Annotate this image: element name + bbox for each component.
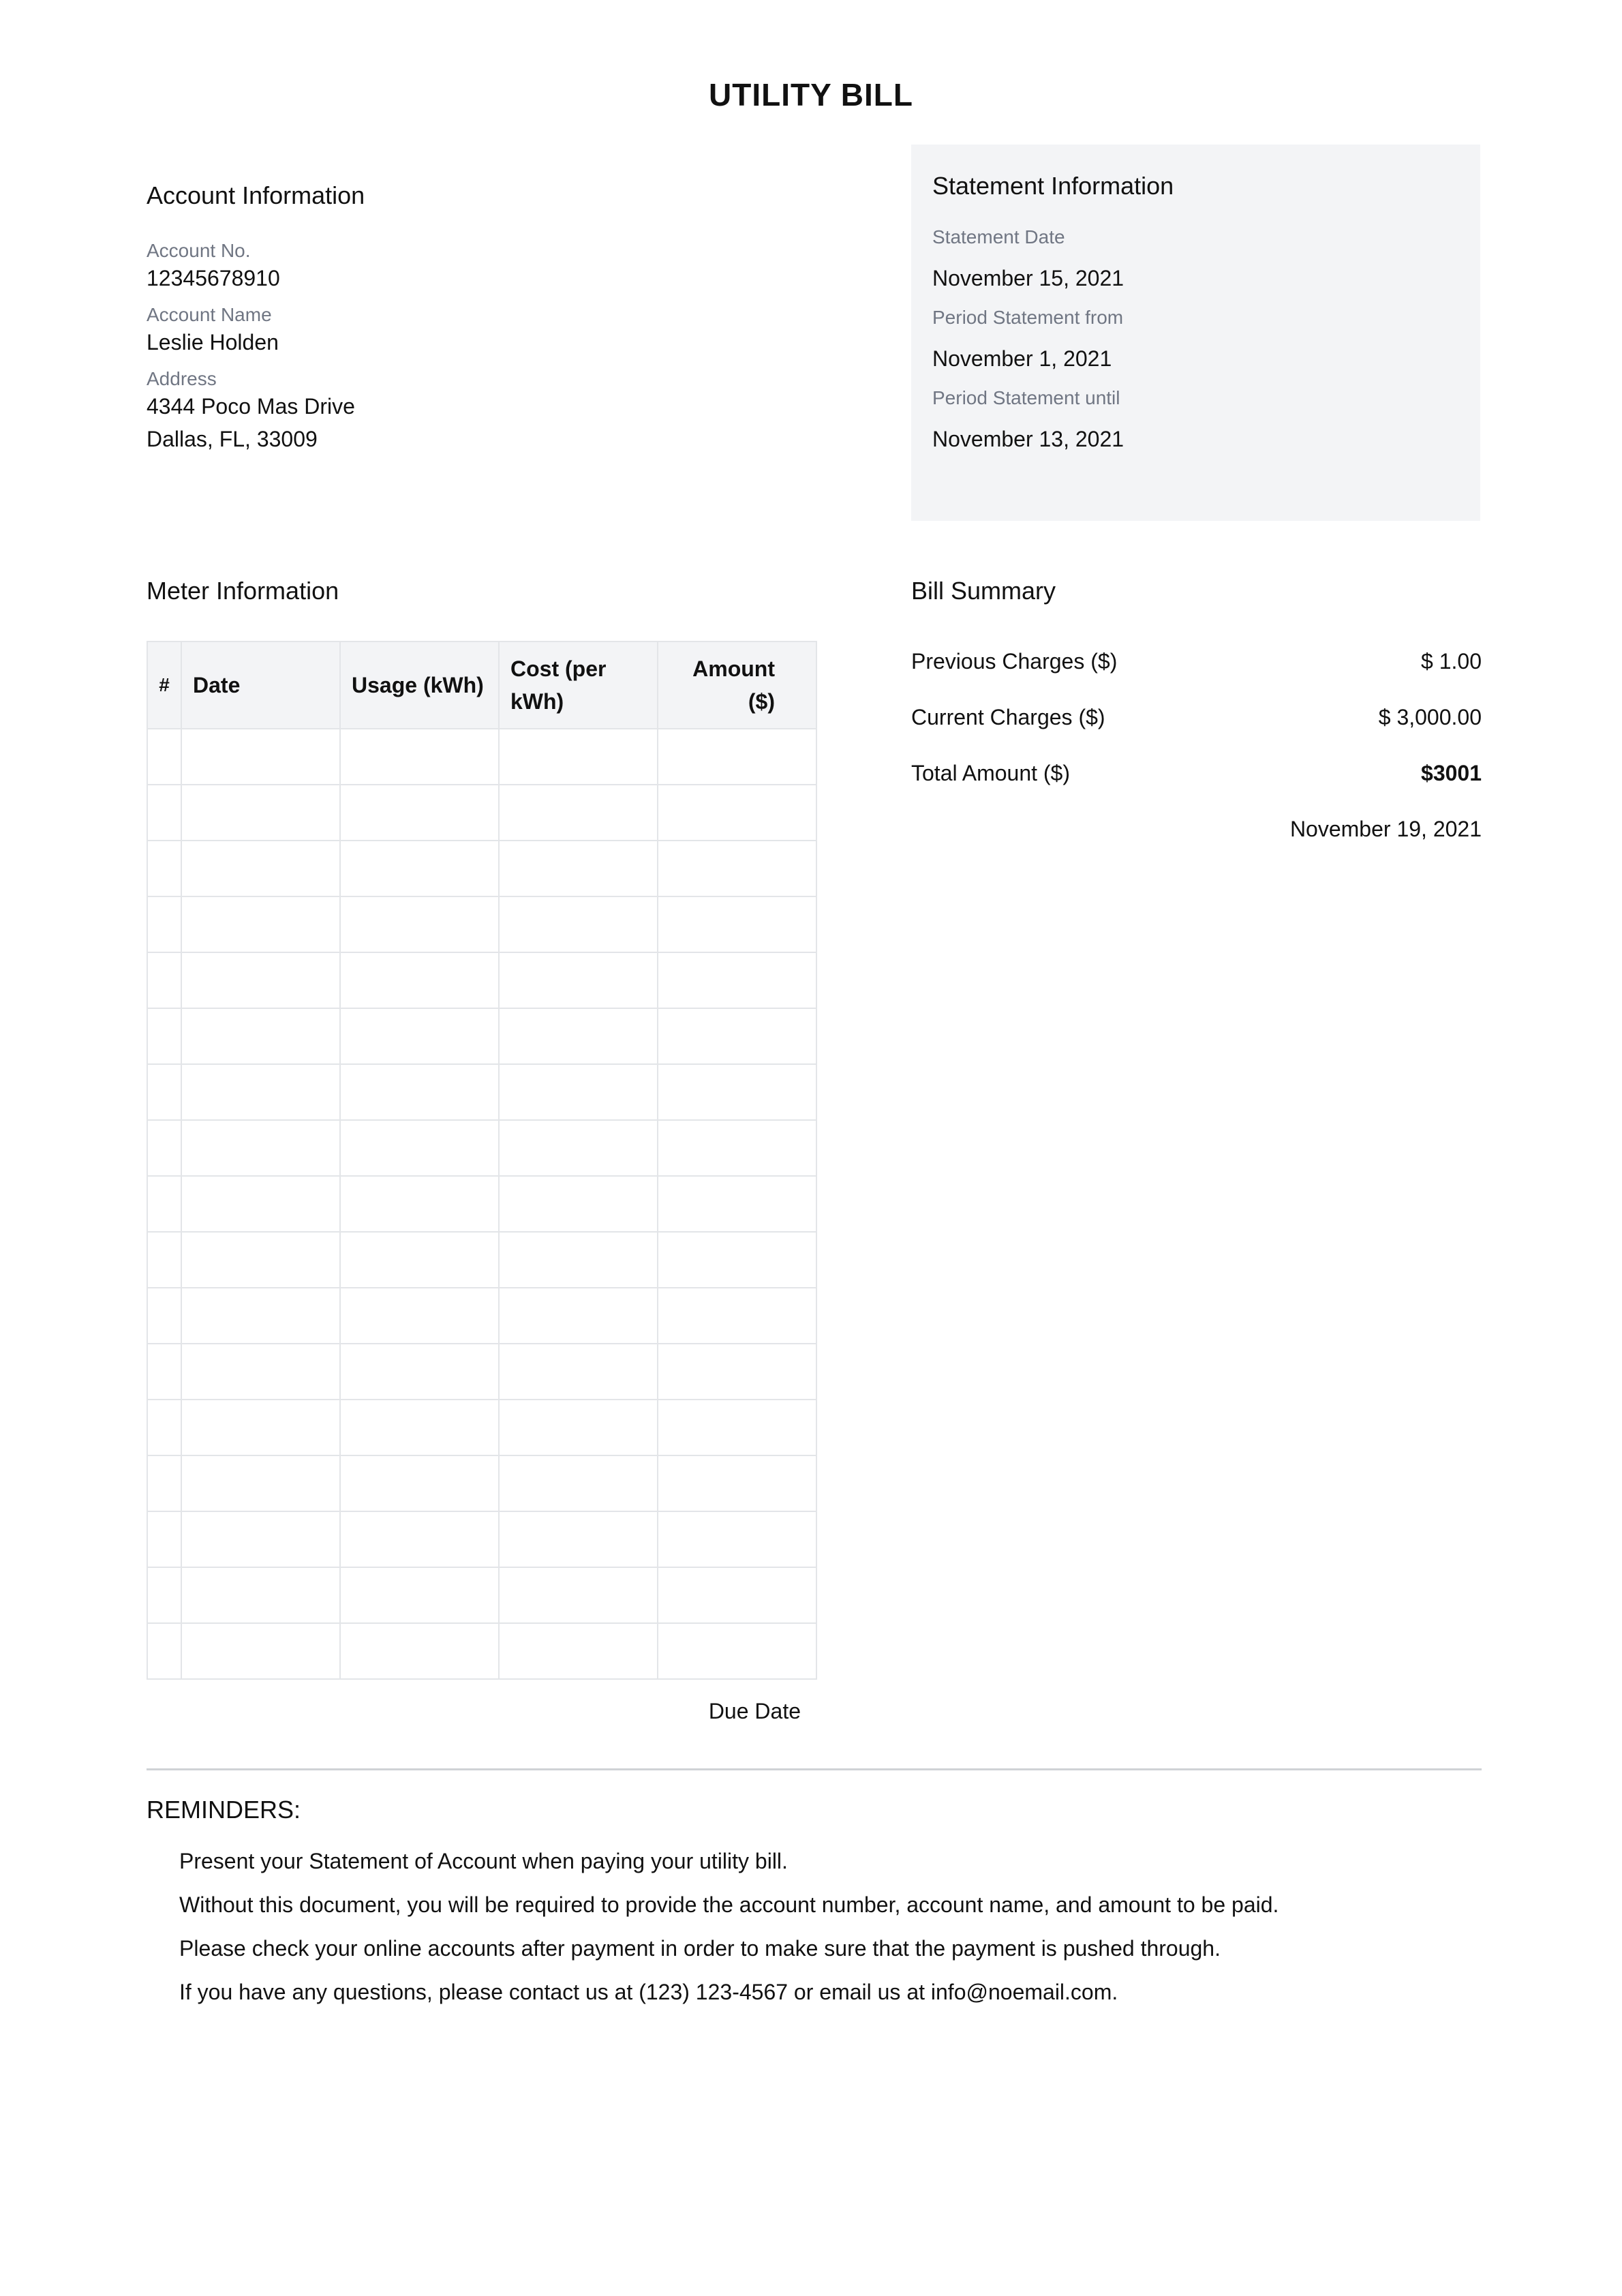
table-cell [658,1288,816,1344]
meter-heading: Meter Information [147,577,339,605]
table-cell [340,1232,499,1288]
table-cell [147,729,181,785]
table-cell [181,1232,340,1288]
table-cell [181,785,340,841]
table-cell [499,1064,658,1120]
table-cell [499,729,658,785]
reminders-section [147,1796,1482,2022]
table-cell [181,1400,340,1455]
column-header-cost: Cost (per kWh) [499,641,658,729]
table-cell [181,1455,340,1511]
period-until-value: November 13, 2021 [932,427,1124,451]
table-cell [147,1623,181,1679]
table-cell [340,1344,499,1400]
address-label: Address [147,368,217,389]
statement-heading: Statement Information [932,172,1174,200]
table-row [147,1120,816,1176]
account-name-field [147,304,828,359]
table-cell [181,1120,340,1176]
bill-summary [911,577,1482,843]
total-amount-row [911,759,1482,815]
table-cell [181,1008,340,1064]
table-row [147,1511,816,1567]
table-cell [181,1567,340,1623]
table-cell [147,1064,181,1120]
table-cell [147,1455,181,1511]
table-cell [499,1623,658,1679]
table-cell [340,1511,499,1567]
account-information [147,181,828,465]
reminder-item: Present your Statement of Account when paying your utility bill. [179,1849,788,1873]
table-row [147,785,816,841]
table-cell [499,1567,658,1623]
table-cell [499,1120,658,1176]
table-cell [658,1455,816,1511]
table-cell [340,785,499,841]
table-row [147,841,816,896]
table-cell [658,1176,816,1232]
address-line2: Dallas, FL, 33009 [147,427,318,451]
table-row [147,1567,816,1623]
table-cell [658,1232,816,1288]
table-cell [499,1176,658,1232]
table-cell [499,896,658,952]
table-cell [147,1008,181,1064]
table-cell [181,1176,340,1232]
table-cell [147,1511,181,1567]
table-cell [340,1064,499,1120]
table-cell [499,841,658,896]
table-cell [340,1623,499,1679]
account-heading: Account Information [147,181,365,209]
table-cell [147,1288,181,1344]
account-no-label: Account No. [147,240,251,261]
table-row [147,1344,816,1400]
column-header-usage: Usage (kWh) [340,641,499,729]
table-cell [147,896,181,952]
table-cell [147,1176,181,1232]
current-charges-row [911,704,1482,759]
table-cell [658,1567,816,1623]
table-cell [499,1455,658,1511]
table-cell [147,1400,181,1455]
column-header-date: Date [181,641,340,729]
table-cell [499,1008,658,1064]
table-row [147,729,816,785]
table-cell [340,1400,499,1455]
meter-header-row [147,641,816,729]
due-date-value: November 19, 2021 [1289,817,1482,841]
table-cell [147,952,181,1008]
table-row [147,1455,816,1511]
account-name-value: Leslie Holden [147,330,279,354]
table-cell [340,729,499,785]
table-cell [658,785,816,841]
column-header-amount: Amount ($) [658,641,816,729]
table-cell [181,896,340,952]
table-cell [658,1400,816,1455]
table-cell [147,841,181,896]
account-no-value: 12345678910 [147,266,280,290]
table-cell [658,896,816,952]
table-cell [340,1120,499,1176]
statement-date-label: Statement Date [932,226,1065,247]
table-cell [340,952,499,1008]
table-cell [499,1344,658,1400]
table-cell [658,952,816,1008]
meter-table [147,641,817,1680]
table-cell [340,1176,499,1232]
table-cell [181,1623,340,1679]
table-cell [658,841,816,896]
table-cell [181,1344,340,1400]
table-row [147,952,816,1008]
period-until-label: Period Statement until [932,387,1120,408]
table-cell [658,1623,816,1679]
table-cell [340,1567,499,1623]
summary-heading: Bill Summary [911,577,1056,605]
table-cell [499,1400,658,1455]
section-divider [147,1768,1482,1770]
reminder-item: Please check your online accounts after payment in order to make sure that the payment is pushed through. [179,1936,1221,1961]
table-row [147,1400,816,1455]
current-charges-label: Current Charges ($) [911,705,1105,729]
current-charges-value: $ 3,000.00 [1378,705,1482,729]
table-cell [147,1120,181,1176]
period-from-value: November 1, 2021 [932,346,1112,371]
table-cell [499,1232,658,1288]
table-cell [181,841,340,896]
table-cell [181,952,340,1008]
previous-charges-value: $ 1.00 [1421,649,1482,674]
statement-information [911,145,1480,521]
period-from-label: Period Statement from [932,307,1124,328]
table-cell [658,1064,816,1120]
previous-charges-label: Previous Charges ($) [911,649,1118,674]
total-amount-label: Total Amount ($) [911,761,1070,785]
table-cell [658,1008,816,1064]
table-cell [181,729,340,785]
due-date-label: Due Date [708,1699,801,1723]
table-cell [340,896,499,952]
reminder-item: If you have any questions, please contact us at (123) 123-4567 or email us at info@noemail.com. [179,1980,1118,2004]
total-amount-value: $3001 [1421,761,1482,785]
reminder-item: Without this document, you will be required to provide the account number, account name, and amount to be paid. [179,1892,1279,1917]
table-cell [181,1288,340,1344]
table-cell [499,952,658,1008]
table-cell [658,729,816,785]
table-row [147,1008,816,1064]
table-cell [499,785,658,841]
table-cell [340,1288,499,1344]
table-row [147,1288,816,1344]
table-cell [658,1120,816,1176]
reminders-heading: REMINDERS: [147,1796,301,1824]
table-row [147,1176,816,1232]
table-row [147,1064,816,1120]
statement-date-value: November 15, 2021 [932,266,1124,290]
table-cell [147,1344,181,1400]
table-cell [147,1567,181,1623]
table-cell [658,1511,816,1567]
account-no-field [147,240,828,294]
address-field [147,368,828,455]
column-header-number: # [147,641,181,729]
table-cell [499,1511,658,1567]
table-row [147,1232,816,1288]
previous-charges-row [911,648,1482,704]
table-cell [340,841,499,896]
table-cell [147,785,181,841]
document-title: UTILITY BILL [709,77,913,112]
table-cell [499,1288,658,1344]
table-cell [340,1008,499,1064]
table-row [147,896,816,952]
table-row [147,1623,816,1679]
table-cell [181,1511,340,1567]
table-cell [147,1232,181,1288]
account-name-label: Account Name [147,304,272,325]
meter-table-body [147,729,816,1679]
address-line1: 4344 Poco Mas Drive [147,394,355,419]
table-cell [181,1064,340,1120]
table-cell [340,1455,499,1511]
table-cell [658,1344,816,1400]
